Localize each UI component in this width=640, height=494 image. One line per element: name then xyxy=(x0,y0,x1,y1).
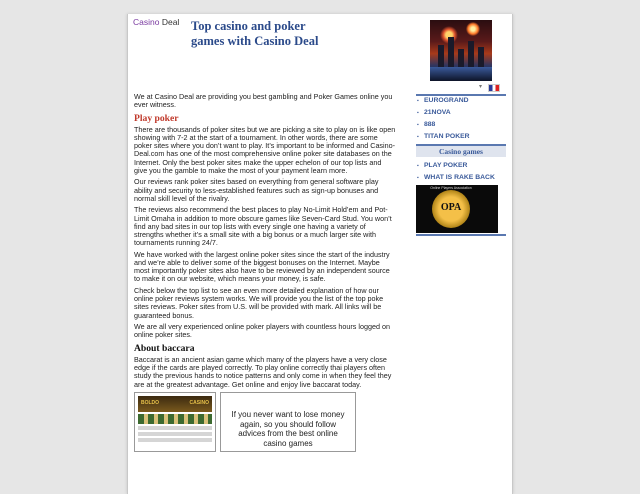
logo-casino: Casino xyxy=(133,17,160,27)
firework xyxy=(466,22,480,36)
paragraph: Our reviews rank poker sites based on everything from general software play ability and security to less-established features such as sign-up bonuses and normal skill level of the rivalry. xyxy=(134,177,379,203)
paragraph: There are thousands of poker sites but we are picking a site to play on is like open showing with 7-2 at the start of a tournament. In other words, there are some poker sites where you don’t want to play. It’s important to be informed and Casino-Deal.com has one of the most comprehensive online poker site databases on the Internet. Only the best poker sites make the upper echelon of our top lists and give you the gamble to make the most of your payment learn more. xyxy=(134,124,396,175)
bullet-icon: ▪ xyxy=(417,122,419,128)
building xyxy=(438,45,444,67)
banner-logo-right: CASINO xyxy=(189,400,209,407)
opa-badge[interactable] xyxy=(416,185,498,233)
sidebar-item-label: TITAN POKER xyxy=(424,133,470,140)
sidebar-item-label: WHAT IS RAKE BACK xyxy=(424,174,495,181)
opa-ring-text: Online Players Association xyxy=(430,186,472,190)
casino-games-header: Casino games xyxy=(416,144,506,157)
section-title-about-baccara: About baccara xyxy=(134,343,195,355)
bullet-icon: ▪ xyxy=(417,175,419,181)
building xyxy=(468,41,474,67)
sidebar-item-label: 888 xyxy=(424,121,436,128)
logo-deal: Deal xyxy=(161,17,180,27)
page-container xyxy=(127,14,513,494)
water xyxy=(430,67,492,81)
sidebar-item-play-poker[interactable] xyxy=(416,162,506,169)
paragraph: Check below the top list to see an even more detailed explanation of how our online poker reviews system works. We will provide you the list of the top poke sites reviews. Poker sites from U.S. will be provided with mark. All links will be guaranteed bonus. xyxy=(134,286,384,320)
banner-decor xyxy=(138,414,212,424)
sidebar-item-eurogrand[interactable] xyxy=(416,97,506,104)
building xyxy=(478,47,484,67)
divider xyxy=(416,234,506,236)
banner-decor xyxy=(138,438,212,442)
flag-fr-icon[interactable] xyxy=(488,84,500,92)
sidebar-item-rake-back[interactable] xyxy=(416,174,506,181)
bullet-icon: ▪ xyxy=(417,110,419,116)
banner-text: If you never want to lose money again, so you should follow advices from the best online casino games xyxy=(220,392,356,452)
sidebar-item-label: PLAY POKER xyxy=(424,162,468,169)
page-title: Top casino and poker games with Casino Deal xyxy=(191,19,319,48)
building xyxy=(458,49,464,67)
paragraph: Baccarat is an ancient asian game which many of the players have a very close edge if the cards are played correctly. To play online correctly thai players often study the previous hands to notice patterns and only come in when they feel they are at the greatest advantage. Get online and enjoy live baccarat today. xyxy=(134,355,392,389)
banner-logo-left: BOLDO xyxy=(141,400,160,407)
intro-text: We at Casino Deal are providing you best gambling and Poker Games online you ever witness. xyxy=(134,92,393,110)
bullet-icon: ▪ xyxy=(417,134,419,140)
chevron-down-icon[interactable]: ▾ xyxy=(479,84,483,90)
sidebar-item-888[interactable] xyxy=(416,121,506,128)
paragraph: We are all very experienced online poker players with countless hours logged on online poker sites. xyxy=(134,322,390,340)
section-title-play-poker: Play poker xyxy=(134,112,179,124)
banner-decor xyxy=(138,426,212,430)
city-fireworks-image xyxy=(430,20,492,81)
paragraph: The reviews also recommend the best places to play No-Limit Hold’em and Pot-Limit Omaha in addition to more obscure games like Seven-Card Stud. You won’t find any bad sites in our top lists with every single one having a variety of strengths whether it’s a small site with a big bonus or a much larger site with tournaments running 24/7. xyxy=(134,205,392,248)
sidebar-item-label: EUROGRAND xyxy=(424,97,469,104)
banner-logo-strip xyxy=(138,396,212,412)
sidebar-item-21nova[interactable] xyxy=(416,109,506,116)
main-content xyxy=(134,93,396,452)
building xyxy=(448,37,454,67)
paragraph: We have worked with the largest online poker sites since the start of the industry and we’re able to deliver some of the biggest bonuses on the Internet. Maybe most importantly poker sites also have to be reviewed by an independent source to make it on our website, which means your money, is safe. xyxy=(134,249,390,284)
divider xyxy=(416,94,506,96)
bullet-icon: ▪ xyxy=(417,98,419,104)
opa-text: OPA xyxy=(440,202,462,213)
casino-banner-image[interactable] xyxy=(134,392,216,452)
bullet-icon: ▪ xyxy=(417,163,419,169)
banner-decor xyxy=(138,432,212,436)
promo-banner xyxy=(134,392,358,452)
sidebar-item-titan-poker[interactable] xyxy=(416,133,506,140)
sidebar-item-label: 21NOVA xyxy=(424,109,451,116)
site-logo[interactable] xyxy=(133,17,179,27)
